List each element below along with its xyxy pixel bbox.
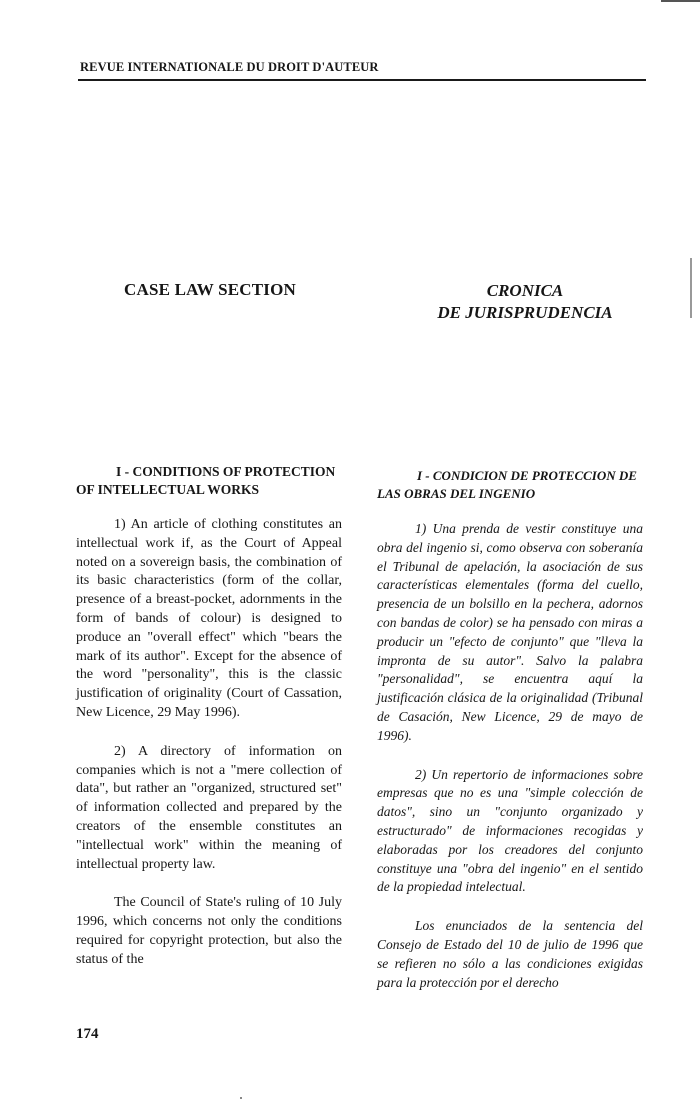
english-heading: I - CONDITIONS OF PROTECTION OF INTELLECTUAL WORKS (76, 464, 336, 497)
english-paragraph-2: 2) A directory of information on companies which is not a "mere collection of data", but rather an "organized, structured set" of information collected and prepared by the creators of the ensemble constitutes an "intellectual work" within the meaning of intellectual property law. (76, 743, 342, 872)
spanish-paragraph-2: 2) Un repertorio de informaciones sobre empresas que no es una "simple colección de datos", sino un "conjunto organizado y estructurado" de informaciones recogidas y elaboradas por los creadores del conjunto constituye una "obra del ingenio" en el sentido de la propiedad intelectual. (377, 766, 643, 895)
spanish-column (377, 467, 643, 1012)
english-paragraph-3: The Council of State's ruling of 10 July 1996, which concerns not only the conditions required for copyright protection, but also the status of the (76, 895, 342, 967)
english-column (76, 463, 342, 990)
scan-speck (240, 1097, 242, 1099)
english-paragraph-1: 1) An article of clothing constitutes an intellectual work if, as the Court of Appeal noted on a sovereign basis, the combination of its basic characteristics (form of the collar, presence of a breast-pocket, adornments in the form of bands of colour) is designed to produce an "overall effect" which "bears the mark of its author". Except for the absence of the word "personality", this is the classic justification of originality (Court of Cassation, New Licence, 29 May 1996). (76, 517, 342, 720)
spanish-paragraph-1: 1) Una prenda de vestir constituye una obra del ingenio si, como observa con soberanía el Tribunal de apelación, la asociación de sus características elementales (forma del cuello, presencia de un bolsillo en la pechera, adornos con bandas de color) se ha pensado con miras a producir un "efecto de conjunto" que "lleva la impronta de su autor". Salvo la palabra "personalidad", se encuentra aquí la justificación clásica de la originalidad (Tribunal de Casación, New Licence, 29 de mayo de 1996). (377, 521, 643, 743)
section-title-spanish-line1: CRONICA (486, 281, 564, 300)
page-number: 174 (76, 1026, 99, 1042)
running-header: REVUE INTERNATIONALE DU DROIT D'AUTEUR (80, 60, 379, 74)
spanish-heading: I - CONDICION DE PROTECCION DE LAS OBRAS DEL INGENIO (377, 468, 637, 501)
spanish-paragraph-3: Los enunciados de la sentencia del Consejo de Estado del 10 de julio de 1996 que se refieren no sólo a las condiciones exigidas para la protección por el derecho (377, 918, 643, 990)
header-rule (78, 79, 646, 81)
scan-edge-mark (661, 0, 700, 2)
section-title-spanish (395, 280, 655, 324)
section-title-english: CASE LAW SECTION (124, 280, 296, 299)
scan-edge-mark-right (690, 258, 692, 318)
section-title-spanish-line2: DE JURISPRUDENCIA (437, 303, 613, 322)
